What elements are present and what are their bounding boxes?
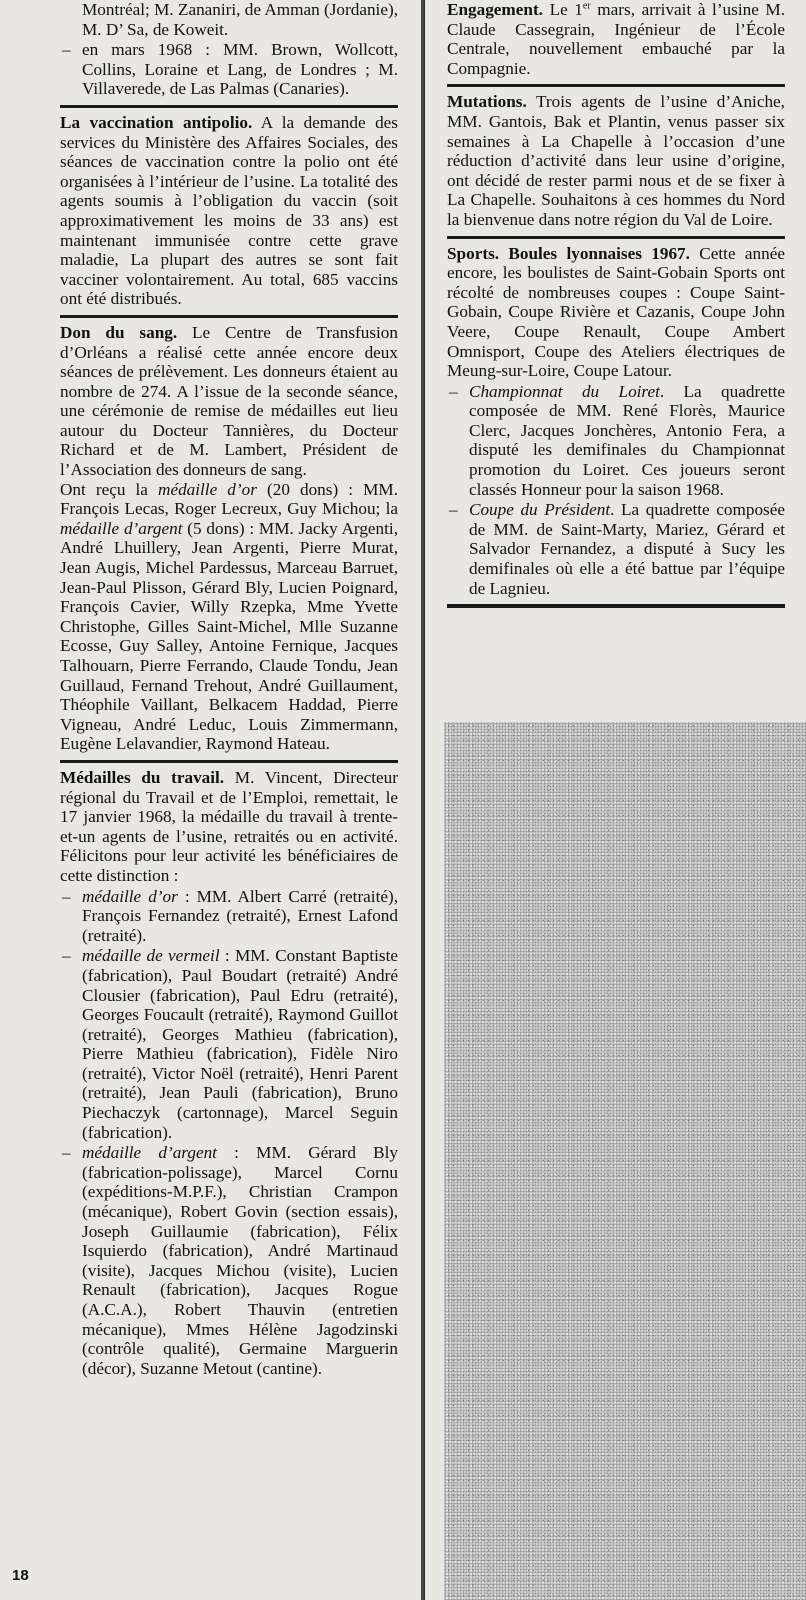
work-medals-heading: Médailles du travail. (60, 767, 225, 787)
dash-marker: – (62, 886, 71, 906)
dash-marker: – (62, 946, 71, 966)
dash-marker: – (449, 381, 458, 401)
visitors-section (60, 0, 398, 105)
blood-donation-paragraph (60, 323, 398, 480)
blood-donation-section (60, 318, 398, 760)
medal-recipients: : MM. Gérard Bly (fabrication-polissage), Marcel Cornu (expéditions-M.P.F.), Christian Crampon (mécanique), Robert Govin (section essais), Joseph Guillaumie (fabrication), Félix Isquierdo (fabrication), André Martinaud (visite), Jacques Michou (visite), Lucien Renault (fabrication), Jacques Rogue (A.C.A.), Robert Thauvin (entretien mécanique), Mmes Hélène Jagodzinski (contrôle qualité), Germaine Marguerin (décor), Suzanne Metout (cantine). (82, 1143, 398, 1378)
column-divider (421, 0, 425, 1600)
section-rule (447, 604, 785, 608)
ordinal-superscript: er (582, 0, 591, 12)
silver-medal-label: médaille d’argent (60, 518, 183, 538)
blood-donation-heading: Don du sang. (60, 322, 178, 342)
medal-label: médaille d’argent (82, 1143, 217, 1163)
polio-section (60, 108, 398, 315)
sports-paragraph (447, 244, 785, 381)
medal-recipients: : MM. Constant Baptiste (fabrication), Paul Boudart (retraité) André Clousier (fabrication), Paul Edru (retraité), Georges Foucault (retraité), Raymond Guillot (retraité), Georges Mathieu (fabrication), Pierre Mathieu (fabrication), Fidèle Niro (retraité), Victor Noël (retraité), Henri Parent (retraité), Jean Pauli (fabrication), Bruno Piechaczyk (cartonnage), Marcel Seguin (fabrication). (82, 946, 398, 1142)
mutations-section (447, 87, 785, 235)
polio-paragraph (60, 113, 398, 309)
medal-label: médaille d’or (82, 886, 178, 906)
competition-label: Coupe du Président (469, 500, 611, 520)
visitors-item (60, 40, 398, 99)
engagement-paragraph (447, 0, 785, 78)
championship-item (447, 382, 785, 500)
left-column (60, 0, 398, 1384)
engagement-text: Le 1 (549, 0, 583, 19)
right-column (447, 0, 785, 608)
page-number: 18 (12, 1567, 29, 1584)
visitors-item-text: en mars 1968 : MM. Brown, Wollcott, Collins, Loraine et Lang, de Londres ; M. Villaverede, de Las Palmas (Canaries). (82, 40, 398, 99)
medal-recipients: : MM. Albert Carré (retraité), François Fernandez (retraité), Ernest Lafond (retraité). (82, 886, 399, 945)
polio-heading: La vaccination antipolio. (60, 112, 253, 132)
mutations-paragraph (447, 92, 785, 229)
recipients-text: (20 dons) : MM. François Lecas, Roger Lecreux, Guy Michou; la (60, 479, 398, 519)
blank-print-area (444, 722, 806, 1600)
sports-heading: Sports. Boules lyonnaises 1967. (447, 243, 690, 263)
engagement-section (447, 0, 785, 84)
silver-work-medal-item (60, 1143, 398, 1378)
work-medals-paragraph (60, 768, 398, 886)
medal-recipients-paragraph (60, 480, 398, 754)
work-medals-section (60, 763, 398, 1384)
sports-section (447, 239, 785, 605)
sports-text: Cette année encore, les boulistes de Saint-Gobain Sports ont récolté de nombreuses coupes : Coupe Saint-Gobain, Coupe Rivière et Cazanis, Coupe John Veere, Coupe Renault, Coupe Ambert Omnisport, Coupe des Ateliers électriques de Meung-sur-Loire, Coupe Latour. (447, 243, 785, 381)
recipients-text: Ont reçu la (60, 479, 148, 499)
gold-medal-label: médaille d’or (158, 479, 257, 499)
mutations-text: Trois agents de l’usine d’Aniche, MM. Gantois, Bak et Plantin, venus passer six semaines à La Chapelle à l’occasion d’une réduction d’activité dans leur usine d’origine, ont décidé de rester parmi nous et de se fixer à La Chapelle. Souhaitons à ces hommes du Nord la bienvenue dans notre région du Val de Loire. (447, 92, 785, 229)
recipients-text: (5 dons) : MM. Jacky Argenti, André Lhuillery, Jean Argenti, Pierre Murat, Jean Augis, Michel Pardessus, Marceau Barruet, Jean-Paul Plisson, Gérard Bly, Lucien Poignard, François Cavier, Willy Rzepka, Mme Yvette Christophe, Gilles Saint-Michel, Mlle Suzanne Ecosse, Guy Salley, Antoine Fernique, Jacques Talhouarn, Pierre Ferrando, Claude Tondu, Jean Guillaud, Fernand Trehout, André Guillaument, Théophile Vaillant, Belkacem Haddad, Pierre Vigneau, André Leduc, Louis Zimmermann, Eugène Lelavandier, Raymond Hateau. (60, 518, 398, 754)
medal-label: médaille de vermeil (82, 946, 220, 966)
work-medals-text: M. Vincent, Directeur régional du Travail et de l’Emploi, remettait, le 17 janvier 1968, la médaille du travail à trente-et-un agents de l’usine, retraités ou en activité. Félicitons pour leur activité les bénéficiaires de cette distinction : (60, 767, 398, 885)
competition-text: . La quadrette composée de MM. René Florès, Maurice Clerc, Jacques Jonchères, Antonio Fera, a disputé les demifinales du Championnat promotion du Loiret. Ces joueurs seront classés Honneur pour la saison 1968. (469, 381, 785, 499)
polio-text: A la demande des services du Ministère des Affaires Sociales, des séances de vaccination contre la polio ont été organisées à l’intérieur de l’usine. La totalité des agents soumis à l’obligation du vaccin (soit approximativement les moins de 33 ans) est maintenant immunisée contre cette grave maladie, La plupart des autres se sont fait vacciner volontairement. Au total, 685 vaccins ont été distribués. (60, 112, 398, 309)
dash-marker: – (62, 40, 71, 60)
engagement-text: mars, arrivait à l’usine M. Claude Cassegrain, Ingénieur de l’École Centrale, nouvellement embauché par la Compagnie. (447, 0, 786, 78)
dash-marker: – (62, 1143, 71, 1163)
dash-marker: – (449, 500, 458, 520)
president-cup-item (447, 500, 785, 598)
gold-work-medal-item (60, 887, 398, 946)
mutations-heading: Mutations. (447, 92, 527, 112)
visitors-continued: Montréal; M. Zananiri, de Amman (Jordanie), M. D’ Sa, de Koweit. (82, 0, 398, 39)
vermeil-work-medal-item (60, 946, 398, 1142)
competition-label: Championnat du Loiret (469, 381, 660, 401)
blood-donation-text: Le Centre de Transfusion d’Orléans a réalisé cette année encore deux séances de prélèvement. Les donneurs étaient au nombre de 274. A l’issue de la seconde séance, une cérémonie de remise de médailles eut lieu autour du Docteur Tannières, du Docteur Richard et de M. Lambert, Président de l’Association des donneurs de sang. (60, 322, 398, 480)
competition-text: . La quadrette composée de MM. de Saint-Marty, Mariez, Gérard et Salvador Fernandez, a disputé à Sucy les demifinales où elle a été battue par l’équipe de Lagnieu. (469, 500, 785, 598)
engagement-heading: Engagement. (447, 0, 543, 19)
